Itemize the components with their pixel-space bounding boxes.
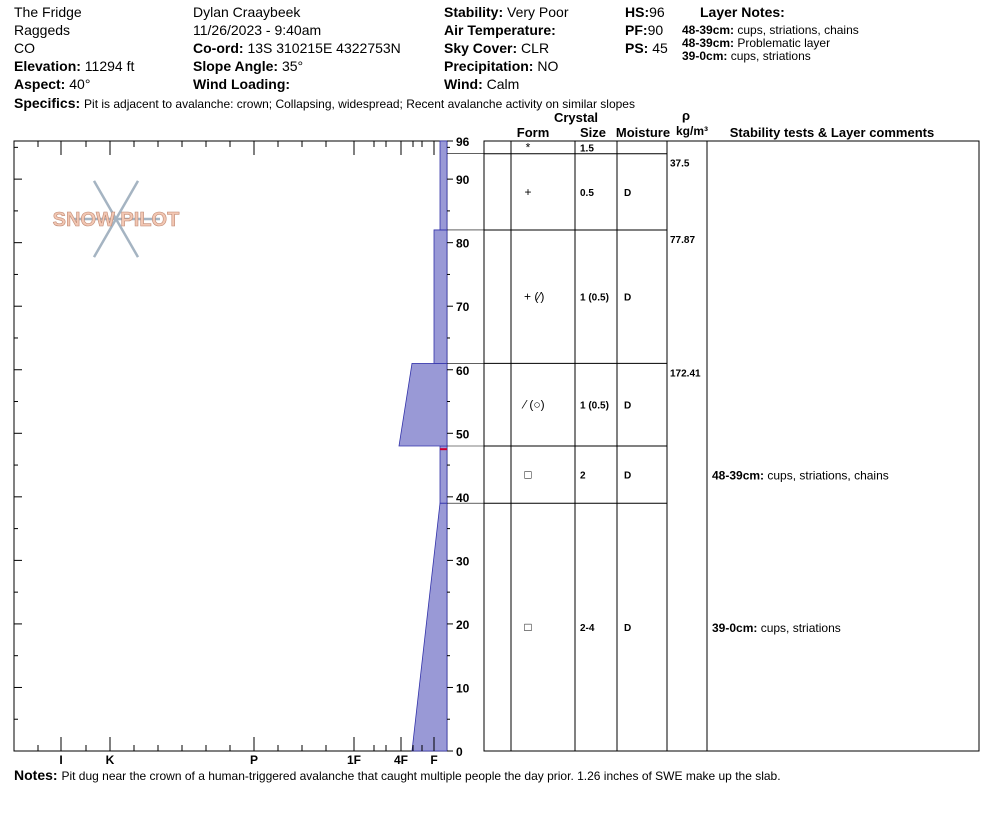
depth-tick-label: 10 — [456, 681, 470, 696]
pf-value: 90 — [647, 22, 664, 38]
crystal-size: 1.5 — [580, 143, 594, 155]
slope-label: Slope Angle: — [193, 58, 279, 74]
hardness-segment — [440, 141, 447, 230]
specifics-text: Pit is adjacent to avalanche: crown; Collapsing, widespread; Recent avalanche activity on similar slopes — [84, 97, 635, 111]
layer-comment-range: 39-0cm: — [712, 621, 761, 636]
hardness-axis-label: F — [430, 753, 438, 767]
layer-density: 172.41 — [670, 368, 701, 380]
slope-value: 35° — [281, 58, 304, 74]
precip-label: Precipitation: — [444, 58, 534, 74]
state: CO — [14, 40, 35, 56]
header-comments: Stability tests & Layer comments — [729, 125, 935, 140]
hardness-axis-label: P — [249, 753, 259, 767]
coord-label: Co-ord: — [193, 40, 244, 56]
depth-tick-label: 90 — [456, 173, 470, 188]
logo-text: SNOW PILOT — [52, 209, 180, 231]
depth-tick-label: 40 — [456, 490, 470, 505]
hardness-segment — [399, 363, 447, 446]
crystal-form: + (⁄) — [524, 289, 545, 304]
crystal-form: ⁄ (○) — [524, 397, 545, 412]
pf-label: PF: — [625, 22, 648, 38]
aspect-value: 40° — [69, 76, 91, 92]
stability-label: Stability: — [444, 4, 504, 20]
depth-tick-label: 96 — [456, 135, 470, 149]
layer-comment-text: cups, striations, chains — [767, 468, 889, 483]
wind-label: Wind: — [444, 76, 483, 92]
depth-tick-label: 60 — [456, 363, 470, 378]
crystal-size: 0.5 — [580, 187, 594, 199]
elevation-value: 11294 ft — [84, 58, 135, 74]
precip-value: NO — [537, 58, 559, 74]
layer-moisture: D — [624, 470, 632, 482]
header-size: Size — [579, 125, 607, 140]
notes-text: Pit dug near the crown of a human-triggered avalanche that caught multiple people the day prior. 1.26 inches of SWE make up the slab. — [61, 769, 781, 783]
hardness-segment — [434, 230, 447, 363]
layer-note-range: 48-39cm: — [682, 23, 735, 37]
header-density-symbol: ρ — [681, 108, 691, 123]
ps-value: 45 — [652, 40, 668, 56]
layer-notes-title: Layer Notes: — [700, 4, 785, 20]
sky-value: CLR — [521, 40, 550, 56]
layer-density: 37.5 — [670, 158, 690, 170]
layer-comment — [712, 621, 841, 635]
crystal-size: 2 — [580, 470, 586, 482]
header-moisture: Moisture — [615, 125, 671, 140]
crystal-size: 2-4 — [580, 623, 595, 635]
aspect-label: Aspect: — [14, 76, 66, 92]
crystal-form: + — [524, 184, 532, 199]
elevation-label: Elevation: — [14, 58, 81, 74]
depth-tick-label: 70 — [456, 300, 470, 315]
hardness-segment — [412, 503, 447, 751]
layer-comment-range: 48-39cm: — [712, 468, 768, 483]
wind-loading-label: Wind Loading: — [193, 76, 291, 92]
crystal-size: 1 (0.5) — [580, 292, 609, 304]
layer-moisture: D — [624, 187, 632, 199]
crystal-form: * — [525, 140, 531, 155]
depth-tick-label: 80 — [456, 236, 470, 251]
crystal-size: 1 (0.5) — [580, 400, 609, 412]
sky-label: Sky Cover: — [444, 40, 518, 56]
hardness-plot-frame — [14, 141, 447, 751]
specifics-label: Specifics: — [14, 95, 81, 111]
layer-note-text: Problematic layer — [737, 36, 831, 50]
hardness-axis-label: K — [105, 753, 115, 767]
notes — [14, 767, 781, 783]
stability-value: Very Poor — [507, 4, 569, 20]
layer-comment — [712, 469, 889, 483]
layer-moisture: D — [624, 292, 632, 304]
coord-value: 13S 310215E 4322753N — [247, 40, 401, 56]
layer-moisture: D — [624, 623, 632, 635]
hardness-axis-label: I — [59, 753, 63, 767]
ps-label: PS: — [625, 40, 649, 56]
layer-note-range: 48-39cm: — [682, 36, 735, 50]
depth-tick-label: 20 — [456, 617, 470, 632]
notes-label: Notes: — [14, 767, 58, 783]
header-form: Form — [516, 125, 550, 140]
hs-label: HS: — [625, 4, 650, 20]
pit-name: The Fridge — [14, 4, 82, 20]
hs-value: 96 — [649, 4, 665, 20]
crystal-form: □ — [524, 620, 532, 635]
depth-tick-label: 0 — [456, 745, 463, 759]
header-density-units: kg/m³ — [675, 124, 709, 138]
range-name: Raggeds — [14, 22, 71, 38]
layer-moisture: D — [624, 400, 632, 412]
depth-tick-label: 50 — [456, 427, 470, 442]
depth-tick-label: 30 — [456, 554, 470, 569]
crystal-form: □ — [524, 467, 532, 482]
hardness-axis-label: 1F — [346, 753, 362, 767]
layer-comment-text: cups, striations — [760, 621, 841, 636]
observer: Dylan Craaybeek — [193, 4, 301, 20]
layer-note-text: cups, striations — [730, 49, 811, 63]
layer-density: 77.87 — [670, 234, 696, 246]
layer-note-text: cups, striations, chains — [737, 23, 859, 37]
header-crystal: Crystal — [553, 110, 599, 125]
datetime: 11/26/2023 - 9:40am — [193, 22, 322, 38]
hardness-axis-label: 4F — [393, 753, 409, 767]
layer-note-range: 39-0cm: — [682, 49, 728, 63]
air-temp-label: Air Temperature: — [444, 22, 556, 38]
hardness-segment — [440, 446, 447, 503]
wind-value: Calm — [486, 76, 520, 92]
